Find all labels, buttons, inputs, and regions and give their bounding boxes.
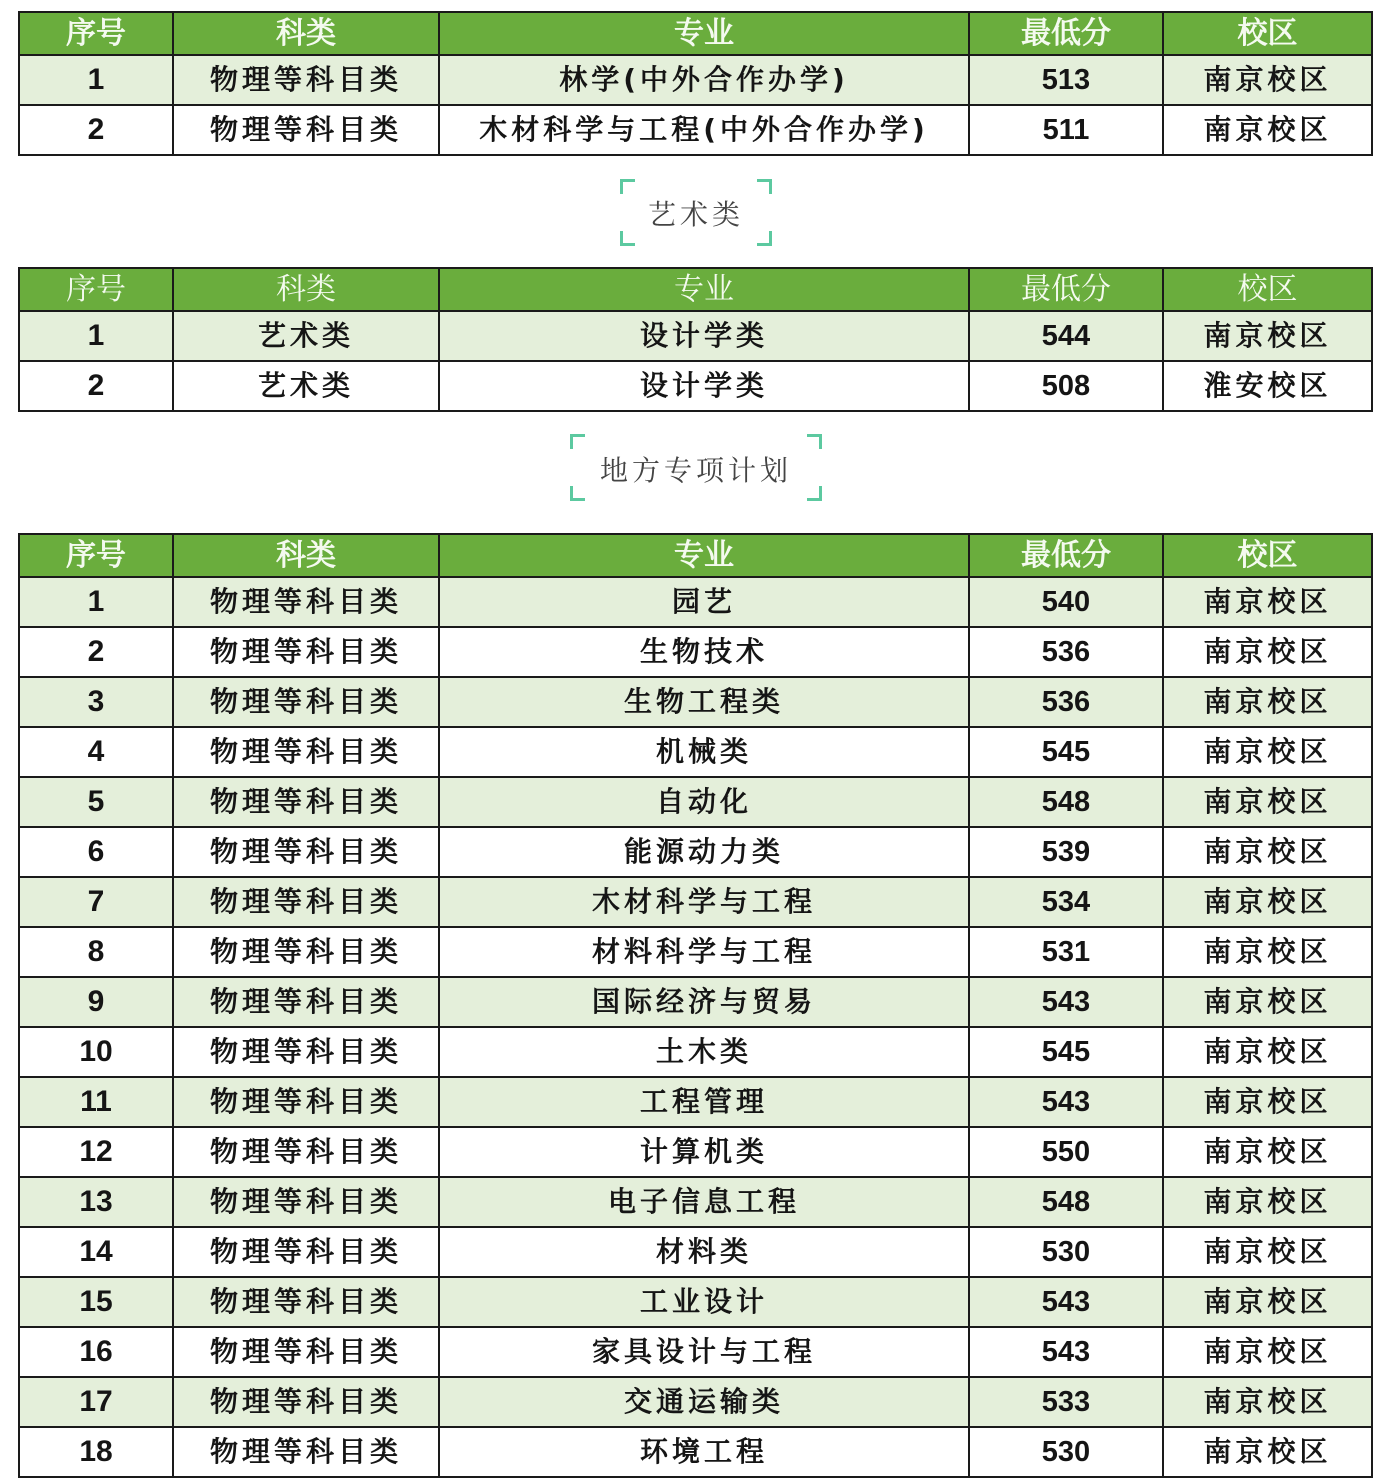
section-title: 艺术类: [647, 198, 744, 231]
bracket-corner-icon: [620, 231, 635, 246]
header-category: 科类: [173, 534, 439, 577]
section-title: 地方专项计划: [599, 454, 792, 487]
min-score-cell: 545: [969, 1027, 1163, 1077]
campus-cell: 南京校区: [1163, 311, 1372, 361]
campus-cell: 南京校区: [1163, 105, 1372, 155]
category-cell: 物理等科目类: [173, 777, 439, 827]
table-row: [19, 1327, 1372, 1377]
major-cell: 木材科学与工程(中外合作办学): [439, 105, 969, 155]
min-score-cell: 543: [969, 1277, 1163, 1327]
major-cell: 计算机类: [439, 1127, 969, 1177]
major-cell: 自动化: [439, 777, 969, 827]
major-cell: 材料科学与工程: [439, 927, 969, 977]
row-number: 2: [19, 105, 173, 155]
row-number: 3: [19, 677, 173, 727]
campus-cell: 淮安校区: [1163, 361, 1372, 411]
score-table-art: [18, 267, 1373, 412]
campus-cell: 南京校区: [1163, 55, 1372, 105]
table-row: [19, 777, 1372, 827]
campus-cell: 南京校区: [1163, 877, 1372, 927]
campus-cell: 南京校区: [1163, 727, 1372, 777]
row-number: 1: [19, 55, 173, 105]
min-score-cell: 548: [969, 777, 1163, 827]
header-min-score: 最低分: [969, 12, 1163, 55]
major-cell: 电子信息工程: [439, 1177, 969, 1227]
min-score-cell: 508: [969, 361, 1163, 411]
category-cell: 物理等科目类: [173, 977, 439, 1027]
major-cell: 园艺: [439, 577, 969, 627]
campus-cell: 南京校区: [1163, 1127, 1372, 1177]
row-number: 16: [19, 1327, 173, 1377]
row-number: 18: [19, 1427, 173, 1477]
row-number: 9: [19, 977, 173, 1027]
min-score-cell: 534: [969, 877, 1163, 927]
campus-cell: 南京校区: [1163, 577, 1372, 627]
bracket-corner-icon: [757, 231, 772, 246]
category-cell: 物理等科目类: [173, 1127, 439, 1177]
row-number: 7: [19, 877, 173, 927]
table-header-row: [19, 268, 1372, 311]
header-min-score: 最低分: [969, 268, 1163, 311]
category-cell: 物理等科目类: [173, 877, 439, 927]
table-row: [19, 827, 1372, 877]
table-row: [19, 311, 1372, 361]
min-score-cell: 543: [969, 1077, 1163, 1127]
row-number: 4: [19, 727, 173, 777]
campus-cell: 南京校区: [1163, 827, 1372, 877]
campus-cell: 南京校区: [1163, 627, 1372, 677]
table-row: [19, 727, 1372, 777]
major-cell: 国际经济与贸易: [439, 977, 969, 1027]
table-row: [19, 1277, 1372, 1327]
campus-cell: 南京校区: [1163, 1227, 1372, 1277]
category-cell: 物理等科目类: [173, 1077, 439, 1127]
category-cell: 物理等科目类: [173, 1027, 439, 1077]
table-row: [19, 361, 1372, 411]
min-score-cell: 545: [969, 727, 1163, 777]
min-score-cell: 543: [969, 1327, 1163, 1377]
category-cell: 物理等科目类: [173, 1177, 439, 1227]
bracket-corner-icon: [570, 434, 585, 449]
major-cell: 环境工程: [439, 1427, 969, 1477]
table-row: [19, 677, 1372, 727]
major-cell: 工程管理: [439, 1077, 969, 1127]
row-number: 10: [19, 1027, 173, 1077]
campus-cell: 南京校区: [1163, 1027, 1372, 1077]
score-table-sino-foreign: [18, 11, 1373, 156]
min-score-cell: 536: [969, 677, 1163, 727]
campus-cell: 南京校区: [1163, 777, 1372, 827]
campus-cell: 南京校区: [1163, 1177, 1372, 1227]
category-cell: 物理等科目类: [173, 827, 439, 877]
table-row: [19, 1377, 1372, 1427]
row-number: 8: [19, 927, 173, 977]
campus-cell: 南京校区: [1163, 677, 1372, 727]
min-score-cell: 530: [969, 1427, 1163, 1477]
campus-cell: 南京校区: [1163, 1077, 1372, 1127]
min-score-cell: 540: [969, 577, 1163, 627]
min-score-cell: 536: [969, 627, 1163, 677]
table-row: [19, 1027, 1372, 1077]
row-number: 12: [19, 1127, 173, 1177]
row-number: 2: [19, 361, 173, 411]
category-cell: 物理等科目类: [173, 927, 439, 977]
header-category: 科类: [173, 12, 439, 55]
campus-cell: 南京校区: [1163, 927, 1372, 977]
table-header-row: [19, 534, 1372, 577]
row-number: 1: [19, 577, 173, 627]
campus-cell: 南京校区: [1163, 1377, 1372, 1427]
category-cell: 物理等科目类: [173, 55, 439, 105]
table-row: [19, 577, 1372, 627]
category-cell: 物理等科目类: [173, 1227, 439, 1277]
header-major: 专业: [439, 12, 969, 55]
min-score-cell: 543: [969, 977, 1163, 1027]
row-number: 5: [19, 777, 173, 827]
min-score-cell: 531: [969, 927, 1163, 977]
row-number: 6: [19, 827, 173, 877]
row-number: 2: [19, 627, 173, 677]
table-header-row: [19, 12, 1372, 55]
category-cell: 艺术类: [173, 361, 439, 411]
major-cell: 设计学类: [439, 361, 969, 411]
header-min-score: 最低分: [969, 534, 1163, 577]
major-cell: 土木类: [439, 1027, 969, 1077]
row-number: 1: [19, 311, 173, 361]
min-score-cell: 530: [969, 1227, 1163, 1277]
table-row: [19, 627, 1372, 677]
min-score-cell: 511: [969, 105, 1163, 155]
category-cell: 艺术类: [173, 311, 439, 361]
major-cell: 家具设计与工程: [439, 1327, 969, 1377]
min-score-cell: 548: [969, 1177, 1163, 1227]
score-table-local-plan: [18, 533, 1373, 1478]
header-campus: 校区: [1163, 534, 1372, 577]
table-row: [19, 1177, 1372, 1227]
campus-cell: 南京校区: [1163, 1327, 1372, 1377]
row-number: 17: [19, 1377, 173, 1427]
header-campus: 校区: [1163, 268, 1372, 311]
major-cell: 交通运输类: [439, 1377, 969, 1427]
category-cell: 物理等科目类: [173, 1377, 439, 1427]
row-number: 15: [19, 1277, 173, 1327]
header-category: 科类: [173, 268, 439, 311]
table-row: [19, 105, 1372, 155]
category-cell: 物理等科目类: [173, 1327, 439, 1377]
table-row: [19, 1077, 1372, 1127]
major-cell: 材料类: [439, 1227, 969, 1277]
table-row: [19, 1427, 1372, 1477]
min-score-cell: 544: [969, 311, 1163, 361]
header-major: 专业: [439, 534, 969, 577]
row-number: 13: [19, 1177, 173, 1227]
min-score-cell: 533: [969, 1377, 1163, 1427]
min-score-cell: 513: [969, 55, 1163, 105]
header-no: 序号: [19, 534, 173, 577]
row-number: 11: [19, 1077, 173, 1127]
major-cell: 工业设计: [439, 1277, 969, 1327]
bracket-corner-icon: [757, 179, 772, 194]
table-row: [19, 927, 1372, 977]
campus-cell: 南京校区: [1163, 1427, 1372, 1477]
category-cell: 物理等科目类: [173, 727, 439, 777]
major-cell: 机械类: [439, 727, 969, 777]
major-cell: 生物工程类: [439, 677, 969, 727]
header-no: 序号: [19, 268, 173, 311]
table-row: [19, 1127, 1372, 1177]
campus-cell: 南京校区: [1163, 977, 1372, 1027]
major-cell: 设计学类: [439, 311, 969, 361]
table-row: [19, 977, 1372, 1027]
header-major: 专业: [439, 268, 969, 311]
table-row: [19, 1227, 1372, 1277]
category-cell: 物理等科目类: [173, 677, 439, 727]
campus-cell: 南京校区: [1163, 1277, 1372, 1327]
table-row: [19, 877, 1372, 927]
bracket-corner-icon: [807, 434, 822, 449]
min-score-cell: 539: [969, 827, 1163, 877]
bracket-corner-icon: [620, 179, 635, 194]
category-cell: 物理等科目类: [173, 105, 439, 155]
category-cell: 物理等科目类: [173, 627, 439, 677]
row-number: 14: [19, 1227, 173, 1277]
table-row: [19, 55, 1372, 105]
major-cell: 生物技术: [439, 627, 969, 677]
major-cell: 能源动力类: [439, 827, 969, 877]
header-campus: 校区: [1163, 12, 1372, 55]
category-cell: 物理等科目类: [173, 1277, 439, 1327]
header-no: 序号: [19, 12, 173, 55]
min-score-cell: 550: [969, 1127, 1163, 1177]
category-cell: 物理等科目类: [173, 1427, 439, 1477]
major-cell: 林学(中外合作办学): [439, 55, 969, 105]
major-cell: 木材科学与工程: [439, 877, 969, 927]
category-cell: 物理等科目类: [173, 577, 439, 627]
